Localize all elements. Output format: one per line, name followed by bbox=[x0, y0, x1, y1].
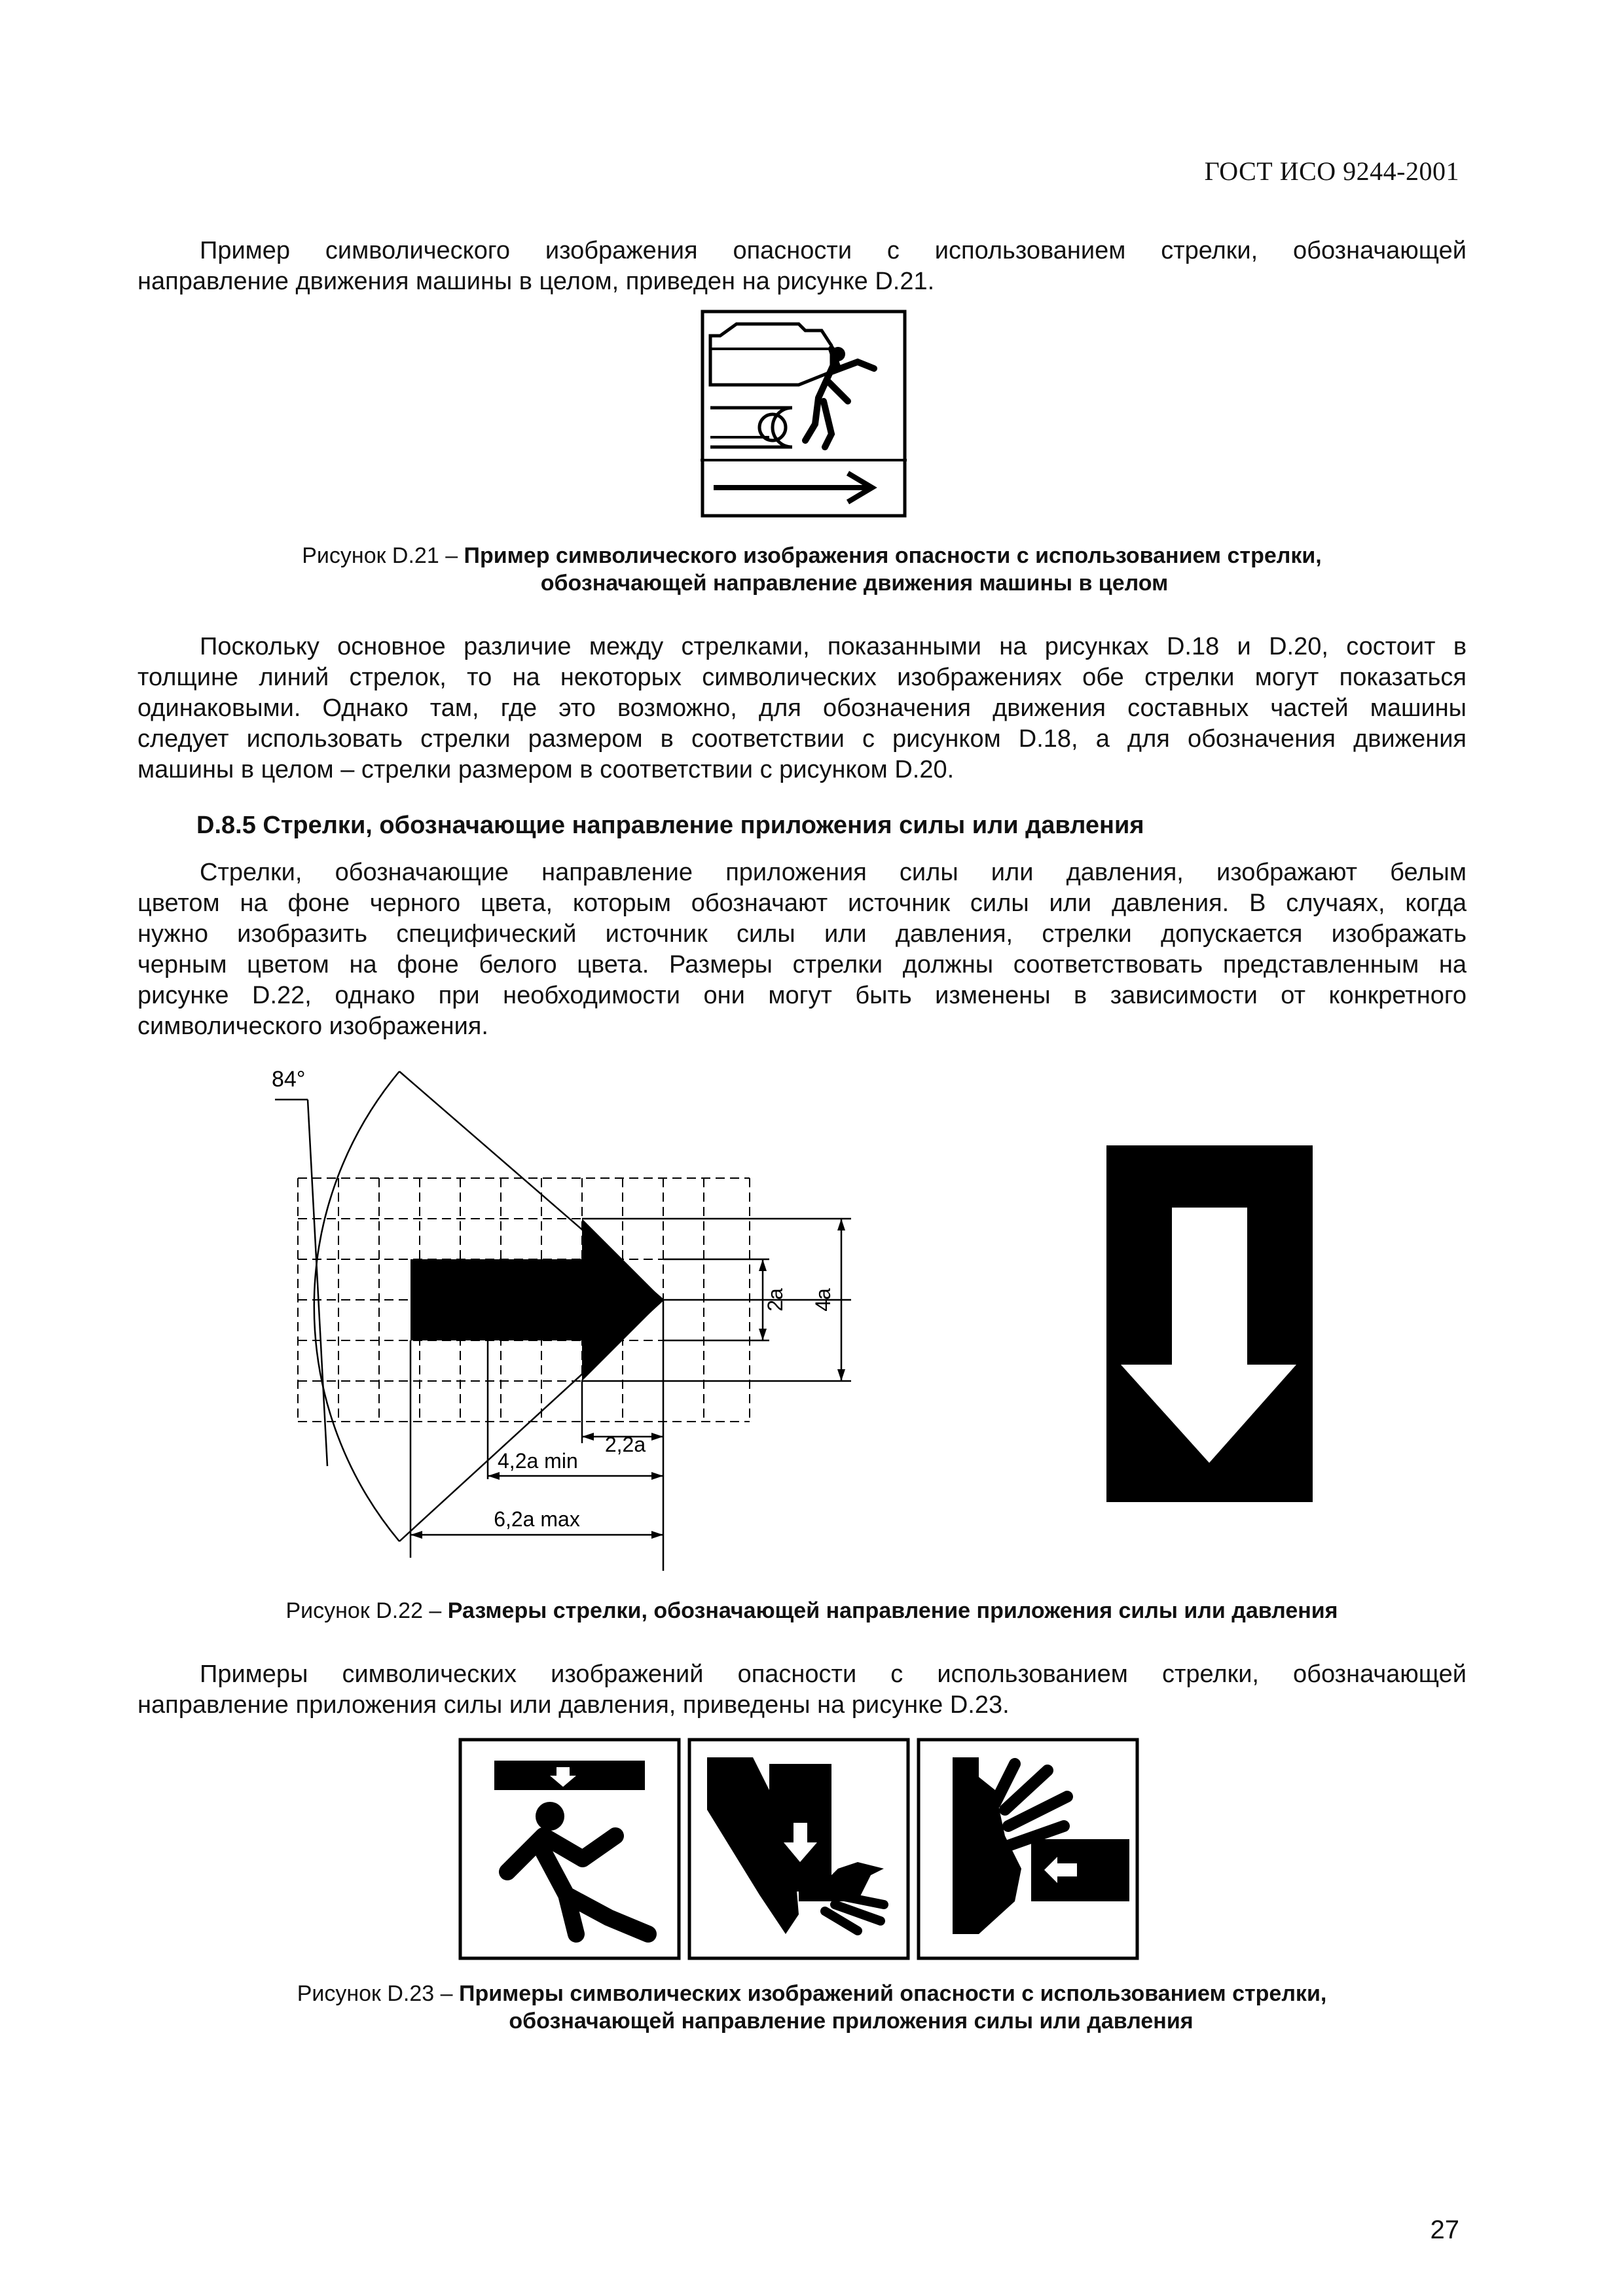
dim-62a-label: 6,2a max bbox=[494, 1507, 580, 1531]
paragraph-line: черным цветом на фоне белого цвета. Размеры стрелки должны соответствовать представленным на bbox=[137, 951, 1467, 978]
figure-d22-arrow-dimensions bbox=[255, 1047, 884, 1571]
falling-load-crush-icon bbox=[458, 1738, 681, 1960]
caption-title-cont: обозначающей направление движения машины в целом bbox=[540, 571, 1169, 596]
dim-2a-label: 2a bbox=[763, 1288, 787, 1312]
paragraph-line: Стрелки, обозначающие направление приложения силы или давления, изображают белым bbox=[200, 859, 1467, 886]
caption-prefix: Рисунок D.21 – bbox=[302, 543, 464, 568]
arrow-shape bbox=[410, 1219, 663, 1381]
angle-label: 84° bbox=[272, 1067, 306, 1092]
paragraph-line: цветом на фоне черного цвета, которым обозначают источник силы или давления. В случаях, когда bbox=[137, 889, 1467, 917]
page-number: 27 bbox=[1430, 2215, 1459, 2244]
figure-d21-machine-movement-symbol bbox=[701, 310, 907, 518]
caption-title: Размеры стрелки, обозначающей направление приложения силы или давления bbox=[447, 1598, 1338, 1623]
force-paragraph bbox=[137, 857, 1467, 1042]
caption-title-cont: обозначающей направление приложения силы или давления bbox=[509, 2009, 1194, 2034]
paragraph-line: символического изображения. bbox=[137, 1013, 488, 1040]
paragraph-line: Примеры символических изображений опасности с использованием стрелки, обозначающей bbox=[200, 1660, 1467, 1688]
caption-prefix: Рисунок D.23 – bbox=[297, 1981, 459, 2006]
dim-22a-label: 2,2a bbox=[604, 1433, 646, 1456]
intro-paragraph bbox=[137, 236, 1467, 297]
paragraph-line: машины в целом – стрелки размером в соответствии с рисунком D.20. bbox=[137, 756, 955, 783]
dim-42a-label: 4,2a min bbox=[498, 1449, 578, 1473]
force-arrow-sign-icon bbox=[1106, 1145, 1313, 1502]
press-crush-hand-icon bbox=[687, 1738, 910, 1960]
paragraph-line: рисунке D.22, однако при необходимости они могут быть изменены в зависимости от конкретного bbox=[137, 982, 1467, 1009]
caption-prefix: Рисунок D.22 – bbox=[285, 1598, 448, 1623]
paragraph-line: следует использовать стрелки размером в соответствии с рисунком D.18, а для обозначения движения bbox=[137, 725, 1467, 753]
examples-paragraph bbox=[137, 1659, 1467, 1721]
document-code: ГОСТ ИСО 9244-2001 bbox=[1204, 156, 1459, 186]
caption-title: Примеры символических изображений опасности с использованием стрелки, bbox=[459, 1981, 1327, 2006]
paragraph-line: Поскольку основное различие между стрелками, показанными на рисунках D.18 и D.20, состоит в bbox=[200, 633, 1467, 660]
side-push-hand-icon bbox=[917, 1738, 1139, 1960]
figure-d23-caption bbox=[137, 1980, 1486, 2035]
paragraph-line: нужно изобразить специфический источник силы или давления, стрелки допускается изображать bbox=[137, 920, 1467, 948]
caption-title: Пример символического изображения опасности с использованием стрелки, bbox=[464, 543, 1322, 568]
difference-paragraph bbox=[137, 632, 1467, 785]
paragraph-line: Пример символического изображения опасности с использованием стрелки, обозначающей bbox=[200, 237, 1467, 264]
paragraph-line: направление движения машины в целом, приведен на рисунке D.21. bbox=[137, 268, 935, 295]
figure-d21-caption bbox=[137, 542, 1486, 597]
paragraph-line: направление приложения силы или давления, приведены на рисунке D.23. bbox=[137, 1691, 1010, 1719]
figure-d22-caption bbox=[137, 1597, 1486, 1624]
paragraph-line: толщине линий стрелок, то на некоторых символических изображениях обе стрелки могут показаться bbox=[137, 664, 1467, 691]
dim-4a-label: 4a bbox=[811, 1288, 835, 1312]
paragraph-line: одинаковыми. Однако там, где это возможно, для обозначения движения составных частей машины bbox=[137, 694, 1467, 722]
section-heading: D.8.5 Стрелки, обозначающие направление приложения силы или давления bbox=[196, 812, 1144, 839]
